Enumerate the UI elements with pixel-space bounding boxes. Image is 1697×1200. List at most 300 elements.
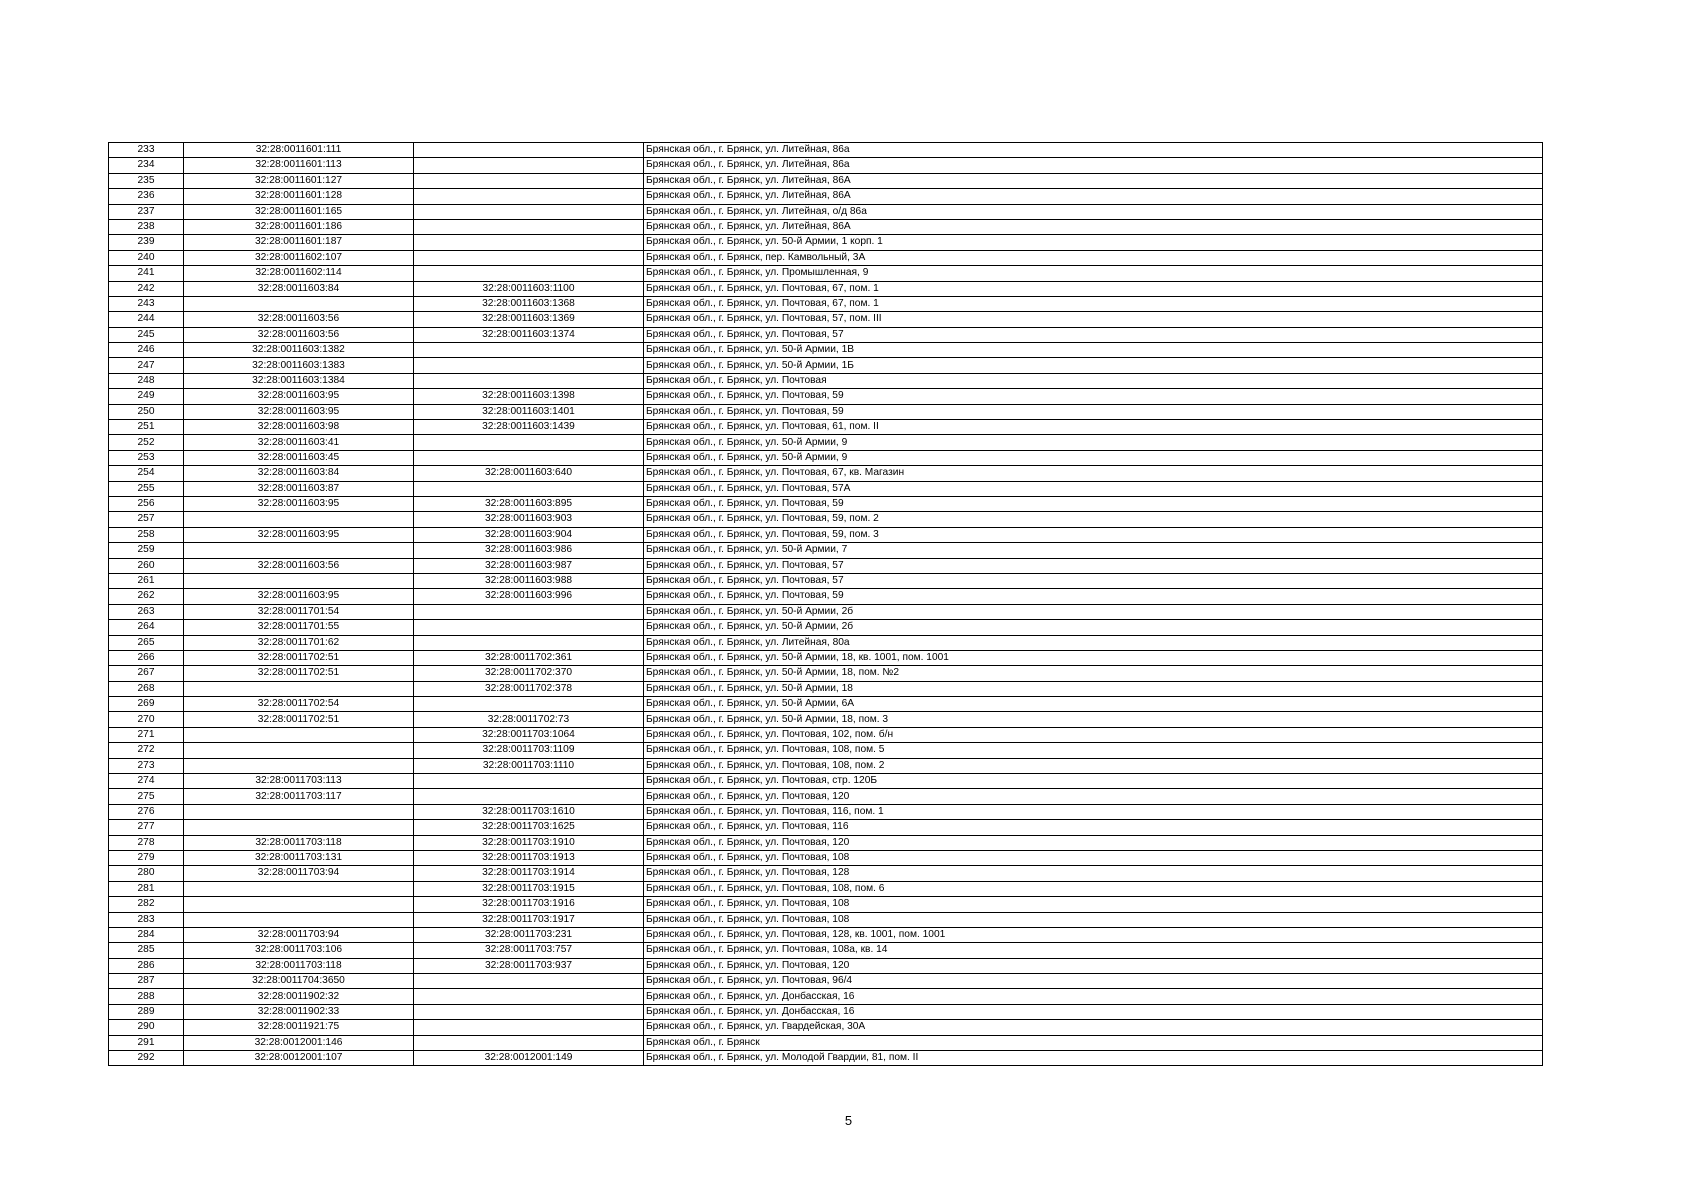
table-row — [109, 927, 1543, 942]
table-row — [109, 327, 1543, 342]
table-row — [109, 219, 1543, 234]
row-number-cell: 251 — [109, 420, 184, 435]
cadastral-number-cell: 32:28:0011603:95 — [184, 389, 414, 404]
table-row — [109, 650, 1543, 665]
cadastral-number-cell — [184, 912, 414, 927]
row-number-cell: 243 — [109, 296, 184, 311]
row-number-cell: 274 — [109, 774, 184, 789]
row-number-cell: 292 — [109, 1051, 184, 1066]
cadastral-number-cell: 32:28:0011603:95 — [184, 496, 414, 511]
address-cell: Брянская обл., г. Брянск, ул. Почтовая, 120 — [644, 789, 1543, 804]
row-number-cell: 236 — [109, 189, 184, 204]
table-row — [109, 835, 1543, 850]
address-cell: Брянская обл., г. Брянск, ул. Почтовая, 108, пом. 6 — [644, 881, 1543, 896]
address-cell: Брянская обл., г. Брянск, ул. Почтовая, 116 — [644, 820, 1543, 835]
table-row — [109, 866, 1543, 881]
premises-cadastral-number-cell: 32:28:0011703:937 — [414, 958, 644, 973]
premises-cadastral-number-cell — [414, 250, 644, 265]
address-cell: Брянская обл., г. Брянск, ул. Почтовая, 108, пом. 2 — [644, 758, 1543, 773]
table-row — [109, 712, 1543, 727]
table-row — [109, 881, 1543, 896]
table-row — [109, 774, 1543, 789]
cadastral-number-cell: 32:28:0011603:84 — [184, 281, 414, 296]
row-number-cell: 284 — [109, 927, 184, 942]
table-row — [109, 496, 1543, 511]
row-number-cell: 265 — [109, 635, 184, 650]
premises-cadastral-number-cell — [414, 204, 644, 219]
table-row — [109, 173, 1543, 188]
table-row — [109, 897, 1543, 912]
cadastral-number-cell — [184, 804, 414, 819]
cadastral-number-cell: 32:28:0011602:107 — [184, 250, 414, 265]
address-cell: Брянская обл., г. Брянск, ул. Почтовая, 57А — [644, 481, 1543, 496]
cadastral-number-cell — [184, 743, 414, 758]
premises-cadastral-number-cell: 32:28:0011603:988 — [414, 573, 644, 588]
table-row — [109, 404, 1543, 419]
address-cell: Брянская обл., г. Брянск — [644, 1035, 1543, 1050]
table-row — [109, 343, 1543, 358]
cadastral-number-cell: 32:28:0011603:56 — [184, 312, 414, 327]
row-number-cell: 246 — [109, 343, 184, 358]
row-number-cell: 263 — [109, 604, 184, 619]
premises-cadastral-number-cell — [414, 604, 644, 619]
cadastral-number-cell: 32:28:0011601:113 — [184, 158, 414, 173]
premises-cadastral-number-cell: 32:28:0011703:1915 — [414, 881, 644, 896]
cadastral-number-cell — [184, 681, 414, 696]
premises-cadastral-number-cell: 32:28:0011703:1625 — [414, 820, 644, 835]
row-number-cell: 248 — [109, 373, 184, 388]
address-cell: Брянская обл., г. Брянск, ул. Почтовая, 59, пом. 3 — [644, 527, 1543, 542]
row-number-cell: 291 — [109, 1035, 184, 1050]
row-number-cell: 250 — [109, 404, 184, 419]
address-cell: Брянская обл., г. Брянск, ул. Почтовая, 108 — [644, 897, 1543, 912]
table-row — [109, 666, 1543, 681]
address-cell: Брянская обл., г. Брянск, ул. Почтовая, 59 — [644, 496, 1543, 511]
table-row — [109, 989, 1543, 1004]
table-row — [109, 543, 1543, 558]
table-row — [109, 512, 1543, 527]
address-cell: Брянская обл., г. Брянск, ул. Почтовая, 59, пом. 2 — [644, 512, 1543, 527]
address-cell: Брянская обл., г. Брянск, ул. Литейная, 86А — [644, 189, 1543, 204]
row-number-cell: 283 — [109, 912, 184, 927]
cadastral-number-cell: 32:28:0011902:33 — [184, 1004, 414, 1019]
table-row — [109, 189, 1543, 204]
premises-cadastral-number-cell: 32:28:0011603:1398 — [414, 389, 644, 404]
premises-cadastral-number-cell — [414, 450, 644, 465]
address-cell: Брянская обл., г. Брянск, ул. Почтовая, 57, пом. III — [644, 312, 1543, 327]
table-row — [109, 373, 1543, 388]
premises-cadastral-number-cell: 32:28:0011703:1110 — [414, 758, 644, 773]
cadastral-number-cell: 32:28:0011703:118 — [184, 835, 414, 850]
cadastral-number-cell: 32:28:0011703:94 — [184, 927, 414, 942]
address-cell: Брянская обл., г. Брянск, ул. Донбасская, 16 — [644, 1004, 1543, 1019]
address-cell: Брянская обл., г. Брянск, ул. Почтовая, 61, пом. II — [644, 420, 1543, 435]
address-cell: Брянская обл., г. Брянск, ул. 50-й Армии, 1 корп. 1 — [644, 235, 1543, 250]
premises-cadastral-number-cell: 32:28:0011603:1374 — [414, 327, 644, 342]
address-cell: Брянская обл., г. Брянск, ул. Почтовая, 108 — [644, 912, 1543, 927]
cadastral-number-cell: 32:28:0011603:84 — [184, 466, 414, 481]
row-number-cell: 285 — [109, 943, 184, 958]
table-row — [109, 573, 1543, 588]
premises-cadastral-number-cell: 32:28:0011603:987 — [414, 558, 644, 573]
row-number-cell: 245 — [109, 327, 184, 342]
row-number-cell: 241 — [109, 266, 184, 281]
address-cell: Брянская обл., г. Брянск, ул. 50-й Армии, 18, пом. 3 — [644, 712, 1543, 727]
premises-cadastral-number-cell: 32:28:0011703:1916 — [414, 897, 644, 912]
premises-cadastral-number-cell — [414, 266, 644, 281]
table-row — [109, 312, 1543, 327]
table-row — [109, 143, 1543, 158]
address-cell: Брянская обл., г. Брянск, ул. Почтовая — [644, 373, 1543, 388]
address-cell: Брянская обл., г. Брянск, ул. 50-й Армии, 9 — [644, 435, 1543, 450]
premises-cadastral-number-cell — [414, 358, 644, 373]
cadastral-number-cell: 32:28:0011601:165 — [184, 204, 414, 219]
row-number-cell: 269 — [109, 697, 184, 712]
cadastral-number-cell: 32:28:0011701:62 — [184, 635, 414, 650]
cadastral-number-cell: 32:28:0012001:146 — [184, 1035, 414, 1050]
address-cell: Брянская обл., г. Брянск, пер. Камвольный, 3А — [644, 250, 1543, 265]
cadastral-number-cell: 32:28:0011702:54 — [184, 697, 414, 712]
cadastral-number-cell: 32:28:0011702:51 — [184, 712, 414, 727]
premises-cadastral-number-cell: 32:28:0011603:1369 — [414, 312, 644, 327]
address-cell: Брянская обл., г. Брянск, ул. Почтовая, 120 — [644, 835, 1543, 850]
row-number-cell: 239 — [109, 235, 184, 250]
table-row — [109, 296, 1543, 311]
table-row — [109, 681, 1543, 696]
address-cell: Брянская обл., г. Брянск, ул. Гвардейская, 30А — [644, 1020, 1543, 1035]
address-cell: Брянская обл., г. Брянск, ул. 50-й Армии, 6А — [644, 697, 1543, 712]
table-row — [109, 527, 1543, 542]
address-cell: Брянская обл., г. Брянск, ул. Почтовая, стр. 120Б — [644, 774, 1543, 789]
premises-cadastral-number-cell — [414, 373, 644, 388]
table-row — [109, 1051, 1543, 1066]
table-row — [109, 850, 1543, 865]
premises-cadastral-number-cell: 32:28:0011703:1917 — [414, 912, 644, 927]
row-number-cell: 238 — [109, 219, 184, 234]
cadastral-number-cell: 32:28:0011603:1384 — [184, 373, 414, 388]
row-number-cell: 280 — [109, 866, 184, 881]
table-row — [109, 958, 1543, 973]
cadastral-number-cell: 32:28:0011601:187 — [184, 235, 414, 250]
cadastral-number-cell — [184, 881, 414, 896]
row-number-cell: 258 — [109, 527, 184, 542]
table-row — [109, 481, 1543, 496]
table-row — [109, 820, 1543, 835]
premises-cadastral-number-cell: 32:28:0011703:1064 — [414, 727, 644, 742]
premises-cadastral-number-cell — [414, 189, 644, 204]
row-number-cell: 260 — [109, 558, 184, 573]
cadastral-number-cell: 32:28:0011603:98 — [184, 420, 414, 435]
cadastral-number-cell: 32:28:0011702:51 — [184, 650, 414, 665]
cadastral-number-cell: 32:28:0011703:113 — [184, 774, 414, 789]
cadastral-number-cell — [184, 758, 414, 773]
cadastral-number-cell: 32:28:0011703:131 — [184, 850, 414, 865]
cadastral-number-cell: 32:28:0011902:32 — [184, 989, 414, 1004]
address-cell: Брянская обл., г. Брянск, ул. Почтовая, 67, кв. Магазин — [644, 466, 1543, 481]
premises-cadastral-number-cell: 32:28:0011603:1439 — [414, 420, 644, 435]
row-number-cell: 254 — [109, 466, 184, 481]
table-row — [109, 1020, 1543, 1035]
cadastral-number-cell: 32:28:0011921:75 — [184, 1020, 414, 1035]
cadastral-number-cell: 32:28:0011603:95 — [184, 404, 414, 419]
address-cell: Брянская обл., г. Брянск, ул. Литейная, 86а — [644, 158, 1543, 173]
table-row — [109, 466, 1543, 481]
cadastral-number-cell: 32:28:0011603:95 — [184, 527, 414, 542]
row-number-cell: 287 — [109, 974, 184, 989]
table-row — [109, 743, 1543, 758]
premises-cadastral-number-cell — [414, 774, 644, 789]
row-number-cell: 233 — [109, 143, 184, 158]
address-cell: Брянская обл., г. Брянск, ул. Почтовая, 128 — [644, 866, 1543, 881]
row-number-cell: 255 — [109, 481, 184, 496]
table-row — [109, 435, 1543, 450]
cadastral-number-cell: 32:28:0011603:1383 — [184, 358, 414, 373]
premises-cadastral-number-cell: 32:28:0011703:1913 — [414, 850, 644, 865]
row-number-cell: 234 — [109, 158, 184, 173]
premises-cadastral-number-cell: 32:28:0011603:895 — [414, 496, 644, 511]
table-row — [109, 389, 1543, 404]
cadastral-number-cell — [184, 296, 414, 311]
table-row — [109, 697, 1543, 712]
address-cell: Брянская обл., г. Брянск, ул. Почтовая, 108а, кв. 14 — [644, 943, 1543, 958]
address-cell: Брянская обл., г. Брянск, ул. Почтовая, 57 — [644, 327, 1543, 342]
premises-cadastral-number-cell: 32:28:0011603:903 — [414, 512, 644, 527]
premises-cadastral-number-cell — [414, 481, 644, 496]
address-cell: Брянская обл., г. Брянск, ул. Почтовая, 59 — [644, 404, 1543, 419]
premises-cadastral-number-cell: 32:28:0011703:1914 — [414, 866, 644, 881]
property-registry-table — [108, 142, 1543, 1066]
cadastral-number-cell — [184, 512, 414, 527]
row-number-cell: 277 — [109, 820, 184, 835]
row-number-cell: 240 — [109, 250, 184, 265]
premises-cadastral-number-cell — [414, 158, 644, 173]
premises-cadastral-number-cell: 32:28:0011703:1910 — [414, 835, 644, 850]
table-row — [109, 604, 1543, 619]
row-number-cell: 290 — [109, 1020, 184, 1035]
premises-cadastral-number-cell — [414, 974, 644, 989]
premises-cadastral-number-cell: 32:28:0011603:986 — [414, 543, 644, 558]
row-number-cell: 252 — [109, 435, 184, 450]
row-number-cell: 267 — [109, 666, 184, 681]
premises-cadastral-number-cell: 32:28:0011703:1109 — [414, 743, 644, 758]
premises-cadastral-number-cell: 32:28:0011603:640 — [414, 466, 644, 481]
cadastral-number-cell: 32:28:0011601:186 — [184, 219, 414, 234]
table-row — [109, 450, 1543, 465]
row-number-cell: 247 — [109, 358, 184, 373]
address-cell: Брянская обл., г. Брянск, ул. Почтовая, 102, пом. б/н — [644, 727, 1543, 742]
cadastral-number-cell: 32:28:0011601:128 — [184, 189, 414, 204]
row-number-cell: 259 — [109, 543, 184, 558]
premises-cadastral-number-cell — [414, 1035, 644, 1050]
cadastral-number-cell: 32:28:0011603:1382 — [184, 343, 414, 358]
address-cell: Брянская обл., г. Брянск, ул. Почтовая, 59 — [644, 389, 1543, 404]
table-row — [109, 635, 1543, 650]
address-cell: Брянская обл., г. Брянск, ул. Почтовая, 128, кв. 1001, пом. 1001 — [644, 927, 1543, 942]
cadastral-number-cell: 32:28:0011703:118 — [184, 958, 414, 973]
row-number-cell: 289 — [109, 1004, 184, 1019]
table-row — [109, 420, 1543, 435]
cadastral-number-cell: 32:28:0011603:56 — [184, 327, 414, 342]
address-cell: Брянская обл., г. Брянск, ул. Промышленная, 9 — [644, 266, 1543, 281]
address-cell: Брянская обл., г. Брянск, ул. 50-й Армии, 9 — [644, 450, 1543, 465]
table-row — [109, 620, 1543, 635]
table-row — [109, 789, 1543, 804]
row-number-cell: 266 — [109, 650, 184, 665]
row-number-cell: 286 — [109, 958, 184, 973]
cadastral-number-cell — [184, 820, 414, 835]
premises-cadastral-number-cell: 32:28:0011603:1368 — [414, 296, 644, 311]
premises-cadastral-number-cell — [414, 989, 644, 1004]
row-number-cell: 272 — [109, 743, 184, 758]
premises-cadastral-number-cell: 32:28:0011702:378 — [414, 681, 644, 696]
table-row — [109, 1004, 1543, 1019]
premises-cadastral-number-cell — [414, 789, 644, 804]
address-cell: Брянская обл., г. Брянск, ул. Литейная, о/д 86а — [644, 204, 1543, 219]
address-cell: Брянская обл., г. Брянск, ул. Почтовая, 108, пом. 5 — [644, 743, 1543, 758]
table-row — [109, 943, 1543, 958]
table-row — [109, 281, 1543, 296]
premises-cadastral-number-cell — [414, 697, 644, 712]
address-cell: Брянская обл., г. Брянск, ул. Почтовая, 120 — [644, 958, 1543, 973]
cadastral-number-cell: 32:28:0011702:51 — [184, 666, 414, 681]
cadastral-number-cell: 32:28:0011703:117 — [184, 789, 414, 804]
table-row — [109, 250, 1543, 265]
cadastral-number-cell: 32:28:0011601:127 — [184, 173, 414, 188]
premises-cadastral-number-cell — [414, 435, 644, 450]
cadastral-number-cell: 32:28:0012001:107 — [184, 1051, 414, 1066]
row-number-cell: 257 — [109, 512, 184, 527]
table-row — [109, 1035, 1543, 1050]
premises-cadastral-number-cell: 32:28:0011702:361 — [414, 650, 644, 665]
table-row — [109, 266, 1543, 281]
table-row — [109, 235, 1543, 250]
cadastral-number-cell: 32:28:0011603:95 — [184, 589, 414, 604]
cadastral-number-cell — [184, 543, 414, 558]
address-cell: Брянская обл., г. Брянск, ул. 50-й Армии, 18 — [644, 681, 1543, 696]
premises-cadastral-number-cell: 32:28:0011603:1100 — [414, 281, 644, 296]
cadastral-number-cell: 32:28:0011601:111 — [184, 143, 414, 158]
row-number-cell: 264 — [109, 620, 184, 635]
cadastral-number-cell — [184, 897, 414, 912]
address-cell: Брянская обл., г. Брянск, ул. 50-й Армии, 1Б — [644, 358, 1543, 373]
cadastral-number-cell: 32:28:0011603:41 — [184, 435, 414, 450]
row-number-cell: 281 — [109, 881, 184, 896]
cadastral-number-cell: 32:28:0011603:87 — [184, 481, 414, 496]
premises-cadastral-number-cell — [414, 635, 644, 650]
address-cell: Брянская обл., г. Брянск, ул. 50-й Армии, 18, кв. 1001, пом. 1001 — [644, 650, 1543, 665]
table-row — [109, 204, 1543, 219]
premises-cadastral-number-cell: 32:28:0011703:1610 — [414, 804, 644, 819]
row-number-cell: 235 — [109, 173, 184, 188]
address-cell: Брянская обл., г. Брянск, ул. Литейная, 80а — [644, 635, 1543, 650]
row-number-cell: 244 — [109, 312, 184, 327]
address-cell: Брянская обл., г. Брянск, ул. Почтовая, 57 — [644, 573, 1543, 588]
row-number-cell: 237 — [109, 204, 184, 219]
cadastral-number-cell: 32:28:0011603:45 — [184, 450, 414, 465]
page-number: 5 — [844, 1113, 853, 1128]
premises-cadastral-number-cell — [414, 219, 644, 234]
premises-cadastral-number-cell: 32:28:0011702:73 — [414, 712, 644, 727]
premises-cadastral-number-cell: 32:28:0011703:231 — [414, 927, 644, 942]
registry-table-body — [109, 143, 1543, 1066]
cadastral-number-cell: 32:28:0011701:55 — [184, 620, 414, 635]
address-cell: Брянская обл., г. Брянск, ул. Литейная, 86а — [644, 143, 1543, 158]
table-row — [109, 158, 1543, 173]
table-row — [109, 358, 1543, 373]
address-cell: Брянская обл., г. Брянск, ул. Молодой Гвардии, 81, пом. II — [644, 1051, 1543, 1066]
row-number-cell: 273 — [109, 758, 184, 773]
row-number-cell: 262 — [109, 589, 184, 604]
address-cell: Брянская обл., г. Брянск, ул. Почтовая, 57 — [644, 558, 1543, 573]
cadastral-number-cell: 32:28:0011703:94 — [184, 866, 414, 881]
premises-cadastral-number-cell — [414, 1020, 644, 1035]
address-cell: Брянская обл., г. Брянск, ул. Почтовая, 96/4 — [644, 974, 1543, 989]
premises-cadastral-number-cell — [414, 173, 644, 188]
address-cell: Брянская обл., г. Брянск, ул. Литейная, 86А — [644, 219, 1543, 234]
address-cell: Брянская обл., г. Брянск, ул. Почтовая, 67, пом. 1 — [644, 296, 1543, 311]
table-row — [109, 804, 1543, 819]
cadastral-number-cell: 32:28:0011602:114 — [184, 266, 414, 281]
row-number-cell: 242 — [109, 281, 184, 296]
premises-cadastral-number-cell — [414, 235, 644, 250]
row-number-cell: 279 — [109, 850, 184, 865]
address-cell: Брянская обл., г. Брянск, ул. 50-й Армии, 7 — [644, 543, 1543, 558]
cadastral-number-cell — [184, 573, 414, 588]
address-cell: Брянская обл., г. Брянск, ул. Донбасская, 16 — [644, 989, 1543, 1004]
premises-cadastral-number-cell: 32:28:0011603:996 — [414, 589, 644, 604]
cadastral-number-cell: 32:28:0011703:106 — [184, 943, 414, 958]
premises-cadastral-number-cell: 32:28:0011702:370 — [414, 666, 644, 681]
premises-cadastral-number-cell: 32:28:0011603:1401 — [414, 404, 644, 419]
row-number-cell: 271 — [109, 727, 184, 742]
address-cell: Брянская обл., г. Брянск, ул. 50-й Армии, 2б — [644, 620, 1543, 635]
premises-cadastral-number-cell: 32:28:0011603:904 — [414, 527, 644, 542]
cadastral-number-cell: 32:28:0011603:56 — [184, 558, 414, 573]
row-number-cell: 288 — [109, 989, 184, 1004]
address-cell: Брянская обл., г. Брянск, ул. 50-й Армии, 18, пом. №2 — [644, 666, 1543, 681]
address-cell: Брянская обл., г. Брянск, ул. Почтовая, 67, пом. 1 — [644, 281, 1543, 296]
table-row — [109, 912, 1543, 927]
table-row — [109, 589, 1543, 604]
table-row — [109, 974, 1543, 989]
address-cell: Брянская обл., г. Брянск, ул. Почтовая, 108 — [644, 850, 1543, 865]
premises-cadastral-number-cell — [414, 1004, 644, 1019]
premises-cadastral-number-cell: 32:28:0011703:757 — [414, 943, 644, 958]
row-number-cell: 270 — [109, 712, 184, 727]
address-cell: Брянская обл., г. Брянск, ул. 50-й Армии, 1В — [644, 343, 1543, 358]
cadastral-number-cell — [184, 727, 414, 742]
row-number-cell: 268 — [109, 681, 184, 696]
cadastral-number-cell: 32:28:0011701:54 — [184, 604, 414, 619]
cadastral-number-cell: 32:28:0011704:3650 — [184, 974, 414, 989]
premises-cadastral-number-cell: 32:28:0012001:149 — [414, 1051, 644, 1066]
address-cell: Брянская обл., г. Брянск, ул. 50-й Армии, 2б — [644, 604, 1543, 619]
table-row — [109, 727, 1543, 742]
row-number-cell: 253 — [109, 450, 184, 465]
row-number-cell: 256 — [109, 496, 184, 511]
table-row — [109, 558, 1543, 573]
row-number-cell: 278 — [109, 835, 184, 850]
premises-cadastral-number-cell — [414, 343, 644, 358]
premises-cadastral-number-cell — [414, 143, 644, 158]
row-number-cell: 276 — [109, 804, 184, 819]
premises-cadastral-number-cell — [414, 620, 644, 635]
row-number-cell: 282 — [109, 897, 184, 912]
address-cell: Брянская обл., г. Брянск, ул. Почтовая, 116, пом. 1 — [644, 804, 1543, 819]
table-row — [109, 758, 1543, 773]
address-cell: Брянская обл., г. Брянск, ул. Литейная, 86А — [644, 173, 1543, 188]
address-cell: Брянская обл., г. Брянск, ул. Почтовая, 59 — [644, 589, 1543, 604]
